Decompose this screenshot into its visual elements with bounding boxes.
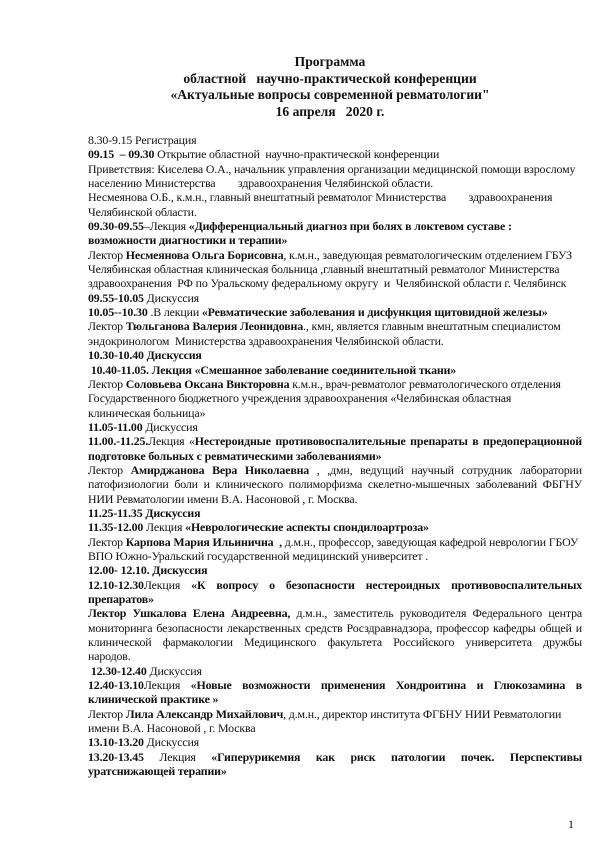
text: д.м.н., заместитель руководителя Федерального центра (290, 606, 582, 621)
program-line (88, 635, 582, 649)
text: имени В.А. Насоновой , г. Москва (88, 721, 256, 736)
bold-text: 13.10-13.20 (88, 735, 144, 750)
text: к.м.н., врач-ревматолог ревматологического отделения (289, 376, 561, 391)
bold-text: «Неврологические аспекты спондилоартроза» (185, 520, 429, 535)
bold-text: Лила Александр Михайлович (125, 706, 284, 721)
bold-text: 09.15 – 09.30 (88, 147, 155, 162)
bold-text: клинической практике » (88, 692, 219, 707)
text: Лекция (143, 749, 212, 764)
text: Открытие областной научно-практической конференции (154, 147, 440, 162)
text: –Лекция (143, 219, 189, 234)
text: Лекция (143, 678, 191, 693)
text: клиническая больница» (88, 405, 206, 420)
program-line (88, 276, 582, 290)
bold-text: 10.40-11.05. Лекция «Смешанное заболевание соединительной ткани» (88, 362, 457, 377)
text: Лектор (88, 462, 131, 477)
program-line (88, 305, 582, 319)
program-line (88, 291, 582, 305)
text: Лектор (88, 319, 126, 334)
program-line (88, 606, 582, 620)
title-line-conference: областной научно-практической конференции (183, 70, 477, 86)
text: д.м.н., профессор, заведующая кафедрой неврологии ГБОУ (281, 534, 579, 549)
program-line (88, 319, 582, 333)
program-line (88, 420, 582, 434)
bold-text: возможности диагностики и терапии» (88, 233, 288, 248)
document-title (60, 54, 600, 120)
bold-text: 09.55-10.05 (88, 290, 144, 305)
program-line (88, 233, 582, 247)
program-line (88, 262, 582, 276)
title-line-program: Программа (294, 54, 366, 69)
text: клинической фармакологии Медицинского факультета Российского университета дружбы (88, 635, 582, 650)
program-line (88, 535, 582, 549)
text: народов. (88, 649, 131, 664)
text: эндокринологом Министерства здравоохранения Челябинской области. (88, 333, 444, 348)
text: Лекция (143, 577, 192, 592)
text: здравоохранения РФ по Уральскому федеральному округу и Челябинской области г. Челябинск (88, 276, 567, 291)
program-line (88, 578, 582, 592)
program-line (88, 520, 582, 534)
bold-text: 12.10-12.30 (88, 577, 144, 592)
bold-text: 11.00.-11.25. (88, 434, 149, 449)
text: , ,дмн, ведущий научный сотрудник лаборатории (309, 462, 582, 477)
program-line (88, 549, 582, 563)
bold-text: «Гиперурикемия как риск патологии почек. Перспективы (211, 749, 583, 764)
program-line (88, 764, 582, 778)
program-line (88, 205, 582, 219)
program-line (88, 735, 582, 749)
bold-text: «Новые возможности применения Хондроитина и Глюкозамина в (190, 678, 582, 693)
bold-text: уратснижающей терапии» (88, 764, 227, 779)
bold-text: Нестероидные противовоспалительные препараты в предоперационной (194, 434, 583, 449)
program-line (88, 348, 582, 362)
text: ., кмн, является главным внештатным специалистом (303, 319, 561, 334)
program-line (88, 363, 582, 377)
program-line (88, 248, 582, 262)
bold-text: 10.30-10.40 Дискуссия (88, 348, 202, 363)
program-line (88, 692, 582, 706)
program-line (88, 406, 582, 420)
bold-text: 11.05-11.00 (88, 419, 143, 434)
text: 8.30-9.15 Регистрация (88, 133, 197, 147)
program-line (88, 621, 582, 635)
text: населению Министерства здравоохранения Челябинской области. (88, 176, 434, 191)
text: Государственного бюджетного учреждения здравоохранения «Челябинская областная (88, 391, 512, 406)
program-line (88, 463, 582, 477)
text: Лектор (88, 534, 126, 549)
text: Дискуссия (143, 290, 199, 305)
text: НИИ Ревматологии имени В.А. Насоновой , г. Москва. (88, 491, 358, 506)
program-schedule (88, 133, 582, 778)
page-number: 1 (568, 817, 574, 831)
bold-text: Карпова Мария Ильинична , (125, 534, 282, 549)
text: , к.м.н., заведующая ревматологическим отделением ГБУЗ (283, 247, 572, 262)
program-line (88, 492, 582, 506)
program-line (88, 707, 582, 721)
text: Лекция (143, 520, 186, 535)
bold-text: 13.20-13.45 (88, 749, 144, 764)
program-line (88, 391, 582, 405)
bold-text: Соловьева Оксана Викторовна (125, 376, 290, 391)
bold-text: 12.40-13.10 (88, 678, 144, 693)
program-line (88, 190, 582, 204)
bold-text: препаратов» (88, 592, 154, 606)
bold-text: Амирджанова Вера Николаевна (130, 462, 310, 477)
text: Дискуссия (142, 419, 198, 434)
bold-text: «К вопросу о безопасности нестероидных противовоспалительных (191, 577, 582, 592)
text: мониторинга безопасности лекарственных средств Росздравнадзора, профессор кафедры общей и (88, 620, 582, 635)
bold-text: 12.30-12.40 (88, 663, 147, 678)
text: Лектор (88, 706, 126, 721)
bold-text: 10.05--10.30 (88, 305, 148, 320)
program-line (88, 678, 582, 692)
bold-text: подготовке больных с ревматическими заболеваниями» (88, 448, 382, 463)
text: Лектор (88, 247, 126, 262)
text: ВПО Южно-Уральский государственной медицинский университет . (88, 548, 429, 563)
bold-text: 11.35-12.00 (88, 520, 144, 535)
bold-text: 09.30-09.55 (88, 219, 144, 234)
program-line (88, 664, 582, 678)
program-line (88, 721, 582, 735)
bold-text: 11.25-11.35 Дискуссия (88, 505, 201, 520)
bold-text: 12.00- 12.10. Дискуссия (88, 563, 208, 578)
program-line (88, 750, 582, 764)
bold-text: Тюльганова Валерия Леонидовна (125, 319, 304, 334)
title-line-date: 16 апреля 2020 г. (275, 103, 385, 119)
program-line (88, 563, 582, 577)
bold-text: Лектор Ушкалова Елена Андреевна, (88, 606, 291, 621)
program-line (88, 162, 582, 176)
text: Дискуссия (146, 663, 202, 678)
bold-text: «Дифференциальный диагноз при болях в локтевом суставе : (188, 219, 512, 234)
text: Дискуссия (143, 735, 199, 750)
program-line (88, 133, 582, 147)
text: Лектор (88, 376, 126, 391)
text: .В лекции (147, 305, 202, 320)
text: Лекция « (148, 434, 195, 449)
bold-text: «Ревматические заболевания и дисфункция щитовидной железы» (201, 305, 548, 320)
title-line-topic: «Актуальные вопросы современной ревматологии" (170, 87, 490, 102)
program-line (88, 649, 582, 663)
program-line (88, 219, 582, 233)
program-line (88, 506, 582, 520)
program-line (88, 592, 582, 606)
program-line (88, 377, 582, 391)
program-line (88, 147, 582, 161)
program-line (88, 334, 582, 348)
text: Приветствия: Киселева О.А., начальник управления организации медицинской помощи взрослому (88, 161, 576, 176)
program-line (88, 477, 582, 491)
text: Челябинской области. (88, 204, 197, 219)
bold-text: Несмеянова Ольга Борисовна (125, 247, 284, 262)
program-line (88, 449, 582, 463)
text: Челябинская областная клиническая больница ,главный внештатный ревматолог Министерства (88, 262, 560, 277)
text: патофизиологии боли и клинического полиморфизма скелетно-мышечных заболеваний ФБГНУ (88, 477, 582, 492)
text: , д.м.н., директор института ФГБНУ НИИ Ревматологии (283, 706, 562, 721)
program-line (88, 176, 582, 190)
program-line (88, 434, 582, 448)
text: Несмеянова О.Б., к.м.н., главный внештатный ревматолог Министерства здравоохранения (88, 190, 553, 205)
